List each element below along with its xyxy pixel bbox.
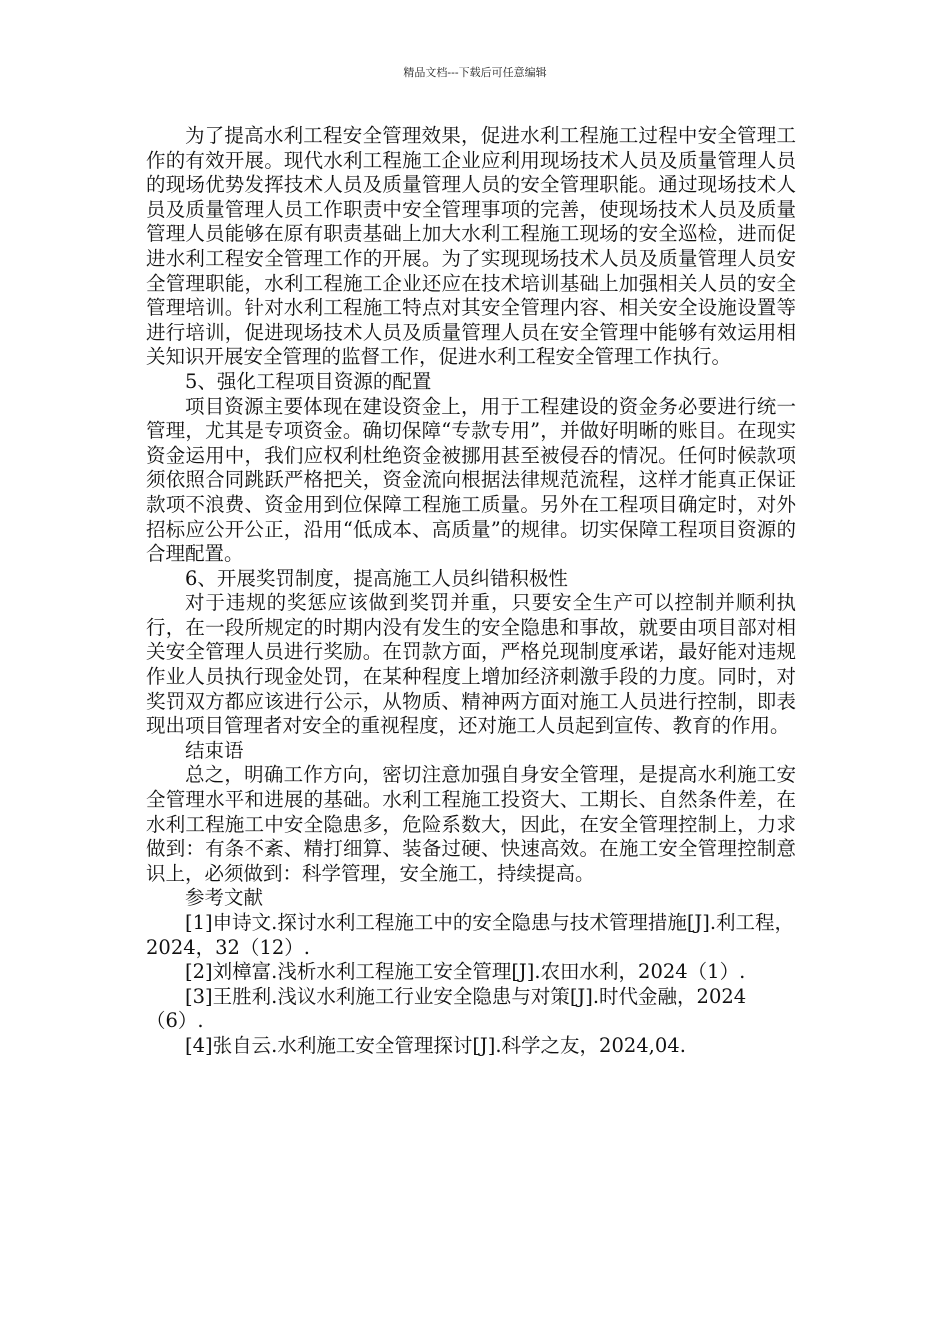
paragraph-safety-management: 为了提高水利工程安全管理效果，促进水利工程施工过程中安全管理工作的有效开展。现代水利工程施工企业应利用现场技术人员及质量管理人员的现场优势发挥技术人员及质量管理人员的安全管理职能。通过现场技术人员及质量管理人员工作职责中安全管理事项的完善，使现场技术人员及质量管理人员能够在原有职责基础上加大水利工程施工现场的安全巡检，进而促进水利工程安全管理工作的开展。为了实现现场技术人员及质量管理人员安全管理职能，水利工程施工企业还应在技术培训基础上加强相关人员的安全管理培训。针对水利工程施工特点对其安全管理内容、相关安全设施设置等进行培训，促进现场技术人员及质量管理人员在安全管理中能够有效运用相关知识开展安全管理的监督工作，促进水利工程安全管理工作执行。 xyxy=(146,124,796,369)
paragraph-conclusion: 总之，明确工作方向，密切注意加强自身安全管理，是提高水利施工安全管理水平和进展的基础。水利工程施工投资大、工期长、自然条件差，在水利工程施工中安全隐患多，危险系数大，因此，在安全管理控制上，力求做到：有条不紊、精打细算、装备过硬、快速高效。在施工安全管理控制意识上，必须做到：科学管理，安全施工，持续提高。 xyxy=(146,763,796,885)
section-heading-5: 5、强化工程项目资源的配置 xyxy=(185,369,432,393)
reference-item-1: [1]申诗文.探讨水利工程施工中的安全隐患与技术管理措施[J].利工程，2024，32（12）. xyxy=(146,911,795,959)
conclusion-heading: 结束语 xyxy=(185,738,244,762)
paragraph-resource-allocation: 项目资源主要体现在建设资金上，用于工程建设的资金务必要进行统一管理，尤其是专项资金。确切保障“专款专用”，并做好明晰的账目。在现实资金运用中，我们应权利杜绝资金被挪用甚至被侵吞的情况。任何时候款项须依照合同跳跃严格把关，资金流向根据法律规范流程，这样才能真正保证款项不浪费、资金用到位保障工程施工质量。另外在工程项目确定时，对外招标应公开公正，沿用“低成本、高质量”的规律。切实保障工程项目资源的合理配置。 xyxy=(146,394,796,566)
reference-item-2: [2]刘樟富.浅析水利工程施工安全管理[J].农田水利，2024（1）. xyxy=(185,960,746,984)
paragraph-reward-punishment: 对于违规的奖惩应该做到奖罚并重，只要安全生产可以控制并顺利执行，在一段所规定的时期内没有发生的安全隐患和事故，就要由项目部对相关安全管理人员进行奖励。在罚款方面，严格兑现制度承诺，最好能对违规作业人员执行现金处罚，在某种程度上增加经济刺激手段的力度。同时，对奖罚双方都应该进行公示，从物质、精神两方面对施工人员进行控制，即表现出项目管理者对安全的重视程度，还对施工人员起到宣传、教育的作用。 xyxy=(146,591,796,738)
document-body xyxy=(146,124,796,1059)
page-header: 精品文档---下载后可任意编辑 xyxy=(403,66,547,79)
section-heading-6: 6、开展奖罚制度，提高施工人员纠错积极性 xyxy=(185,566,568,590)
reference-item-4: [4]张自云.水利施工安全管理探讨[J].科学之友，2024,04. xyxy=(185,1033,686,1057)
references-heading: 参考文献 xyxy=(185,886,264,910)
reference-item-3: [3]王胜利.浅议水利施工行业安全隐患与对策[J].时代金融，2024（6）. xyxy=(146,984,747,1033)
